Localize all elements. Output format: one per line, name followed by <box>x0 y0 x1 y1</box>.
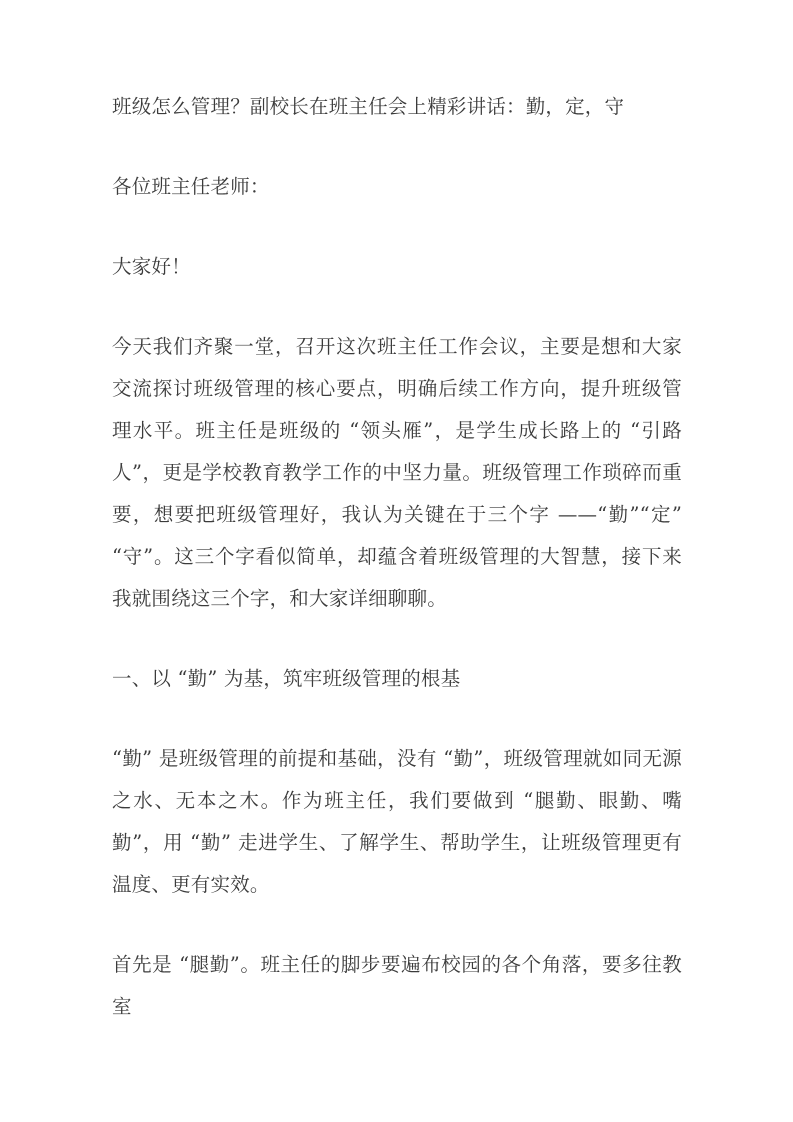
greeting-line: 大家好！ <box>112 255 191 278</box>
section-1-paragraph-2: 首先是 “腿勤”。班主任的脚步要遍布校园的各个角落，要多往教室 <box>112 953 682 1018</box>
section-1-paragraph-1: “勤” 是班级管理的前提和基础，没有 “勤”，班级管理就如同无源之水、无本之木。作为班主任，我们要做到 “腿勤、眼勤、嘴勤”，用 “勤” 走进学生、了解学生、帮助学生，让班级管理更有温度、更有实效。 <box>112 747 682 896</box>
section-1-heading: 一、以 “勤” 为基，筑牢班级管理的根基 <box>112 667 461 690</box>
intro-paragraph: 今天我们齐聚一堂，召开这次班主任工作会议，主要是想和大家交流探讨班级管理的核心要点，明确后续工作方向，提升班级管理水平。班主任是班级的 “领头雁”，是学生成长路上的 “引路人”，更是学校教育教学工作的中坚力量。班级管理工作琐碎而重要，想要把班级管理好，我认为关键在于三个字 ——“勤”“定”“守”。这三个字看似简单，却蕴含着班级管理的大智慧，接下来我就围绕这三个字，和大家详细聊聊。 <box>112 335 682 610</box>
salutation-line: 各位班主任老师： <box>112 175 270 198</box>
document-body <box>112 86 682 1028</box>
document-title: 班级怎么管理？副校长在班主任会上精彩讲话：勤，定，守 <box>112 95 625 118</box>
